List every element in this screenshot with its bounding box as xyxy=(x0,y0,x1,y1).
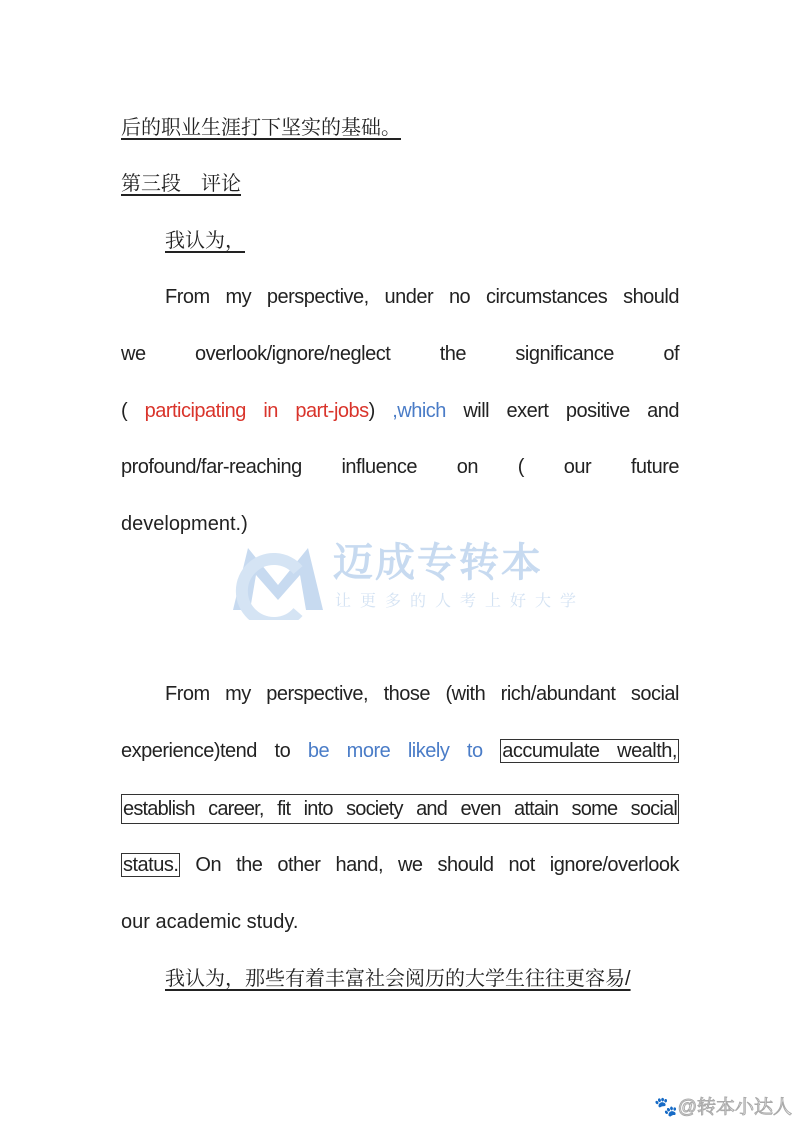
text-line: 我认为，那些有着丰富社会阅历的大学生往往更容易/ xyxy=(165,968,631,990)
paw-icon: 🐾 xyxy=(654,1097,678,1118)
watermark-title: 迈成专转本 xyxy=(333,541,543,585)
text-line xyxy=(121,851,679,879)
text-line: profound/far-reaching influence on ( our future xyxy=(121,456,679,478)
text-line: development.) xyxy=(121,513,248,535)
text-line: we overlook/ignore/neglect the significance of xyxy=(121,343,679,365)
highlight-red: participating in part-jobs xyxy=(144,400,369,422)
boxed-text-line: establish career, fit into society and even attain some social xyxy=(121,794,679,824)
boxed-text: accumulate wealth, xyxy=(502,740,677,762)
highlight-blue: be more likely to xyxy=(307,740,483,762)
section-heading: 第三段 评论 xyxy=(121,173,241,195)
boxed-text: status. xyxy=(123,854,179,876)
text: 我认为， xyxy=(165,230,245,252)
text-line xyxy=(165,227,281,255)
text: ( xyxy=(121,400,145,422)
source-credit xyxy=(654,1092,792,1119)
credit-text: @转本小达人 xyxy=(677,1097,792,1118)
text: ) xyxy=(368,400,393,422)
text: will exert positive and xyxy=(445,400,679,422)
text: experience)tend to xyxy=(121,740,308,762)
text: On the other hand, we should not ignore/overlook xyxy=(195,854,679,876)
watermark-logo xyxy=(228,540,588,620)
text-line: From my perspective, under no circumstances should xyxy=(165,286,679,308)
highlight-blue: ,which xyxy=(392,400,446,422)
logo-icon xyxy=(228,540,328,620)
text-line xyxy=(121,397,679,425)
text-line xyxy=(121,737,679,765)
text-line: our academic study. xyxy=(121,911,299,933)
text-line: 后的职业生涯打下坚实的基础。 xyxy=(121,117,401,139)
watermark-slogan: 让更多的人考上好大学 xyxy=(335,593,586,610)
text-line: From my perspective, those (with rich/abundant social xyxy=(165,683,679,705)
